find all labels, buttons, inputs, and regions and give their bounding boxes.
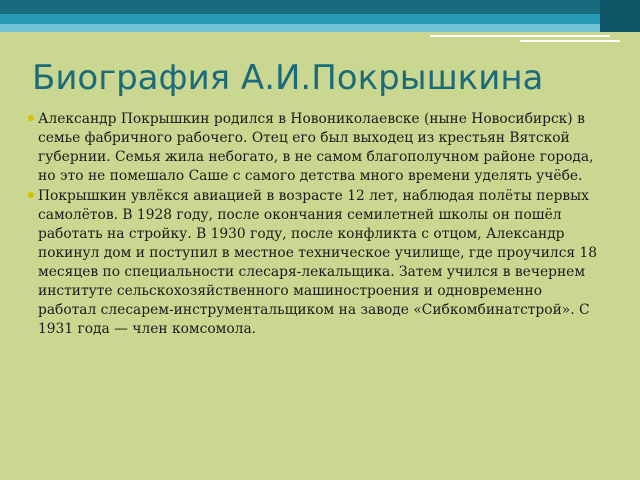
bullet-icon — [28, 192, 34, 198]
header-bar-light — [0, 24, 640, 32]
bullet-text: Александр Покрышкин родился в Новониколаевске (ныне Новосибирск) в семье фабричного рабочего. Отец его был выходец из крестьян Вятской губернии. Семья жила небогато, в не самом благополучном районе города, но это не помешало Саше с самого детства много времени уделять учёбе. — [38, 111, 594, 184]
header-accent-line-1 — [430, 35, 610, 37]
bullet-item — [28, 187, 598, 339]
header-bar-teal — [0, 14, 640, 24]
header-corner-block — [600, 0, 640, 32]
bullet-item — [28, 110, 598, 186]
bullet-text: Покрышкин увлёкся авиацией в возрасте 12 лет, наблюдая полёты первых самолётов. В 1928 году, после окончания семилетней школы он пошёл работать на стройку. В 1930 году, после конфликта с отцом, Александр покинул дом и поступил в местное техническое училище, где проучился 18 месяцев по специальности слесаря-лекальщика. Затем учился в вечернем институте сельскохозяйственного машиностроения и одновременно работал слесарем-инструментальщиком на заводе «Сибкомбинатстрой». С 1931 года — член комсомола. — [38, 188, 598, 337]
bullet-icon — [28, 115, 34, 121]
slide-title: Биография А.И.Покрышкина — [32, 58, 544, 98]
bullet-list — [28, 110, 598, 340]
header-accent-line-2 — [520, 40, 620, 42]
header-bar-dark — [0, 0, 640, 14]
